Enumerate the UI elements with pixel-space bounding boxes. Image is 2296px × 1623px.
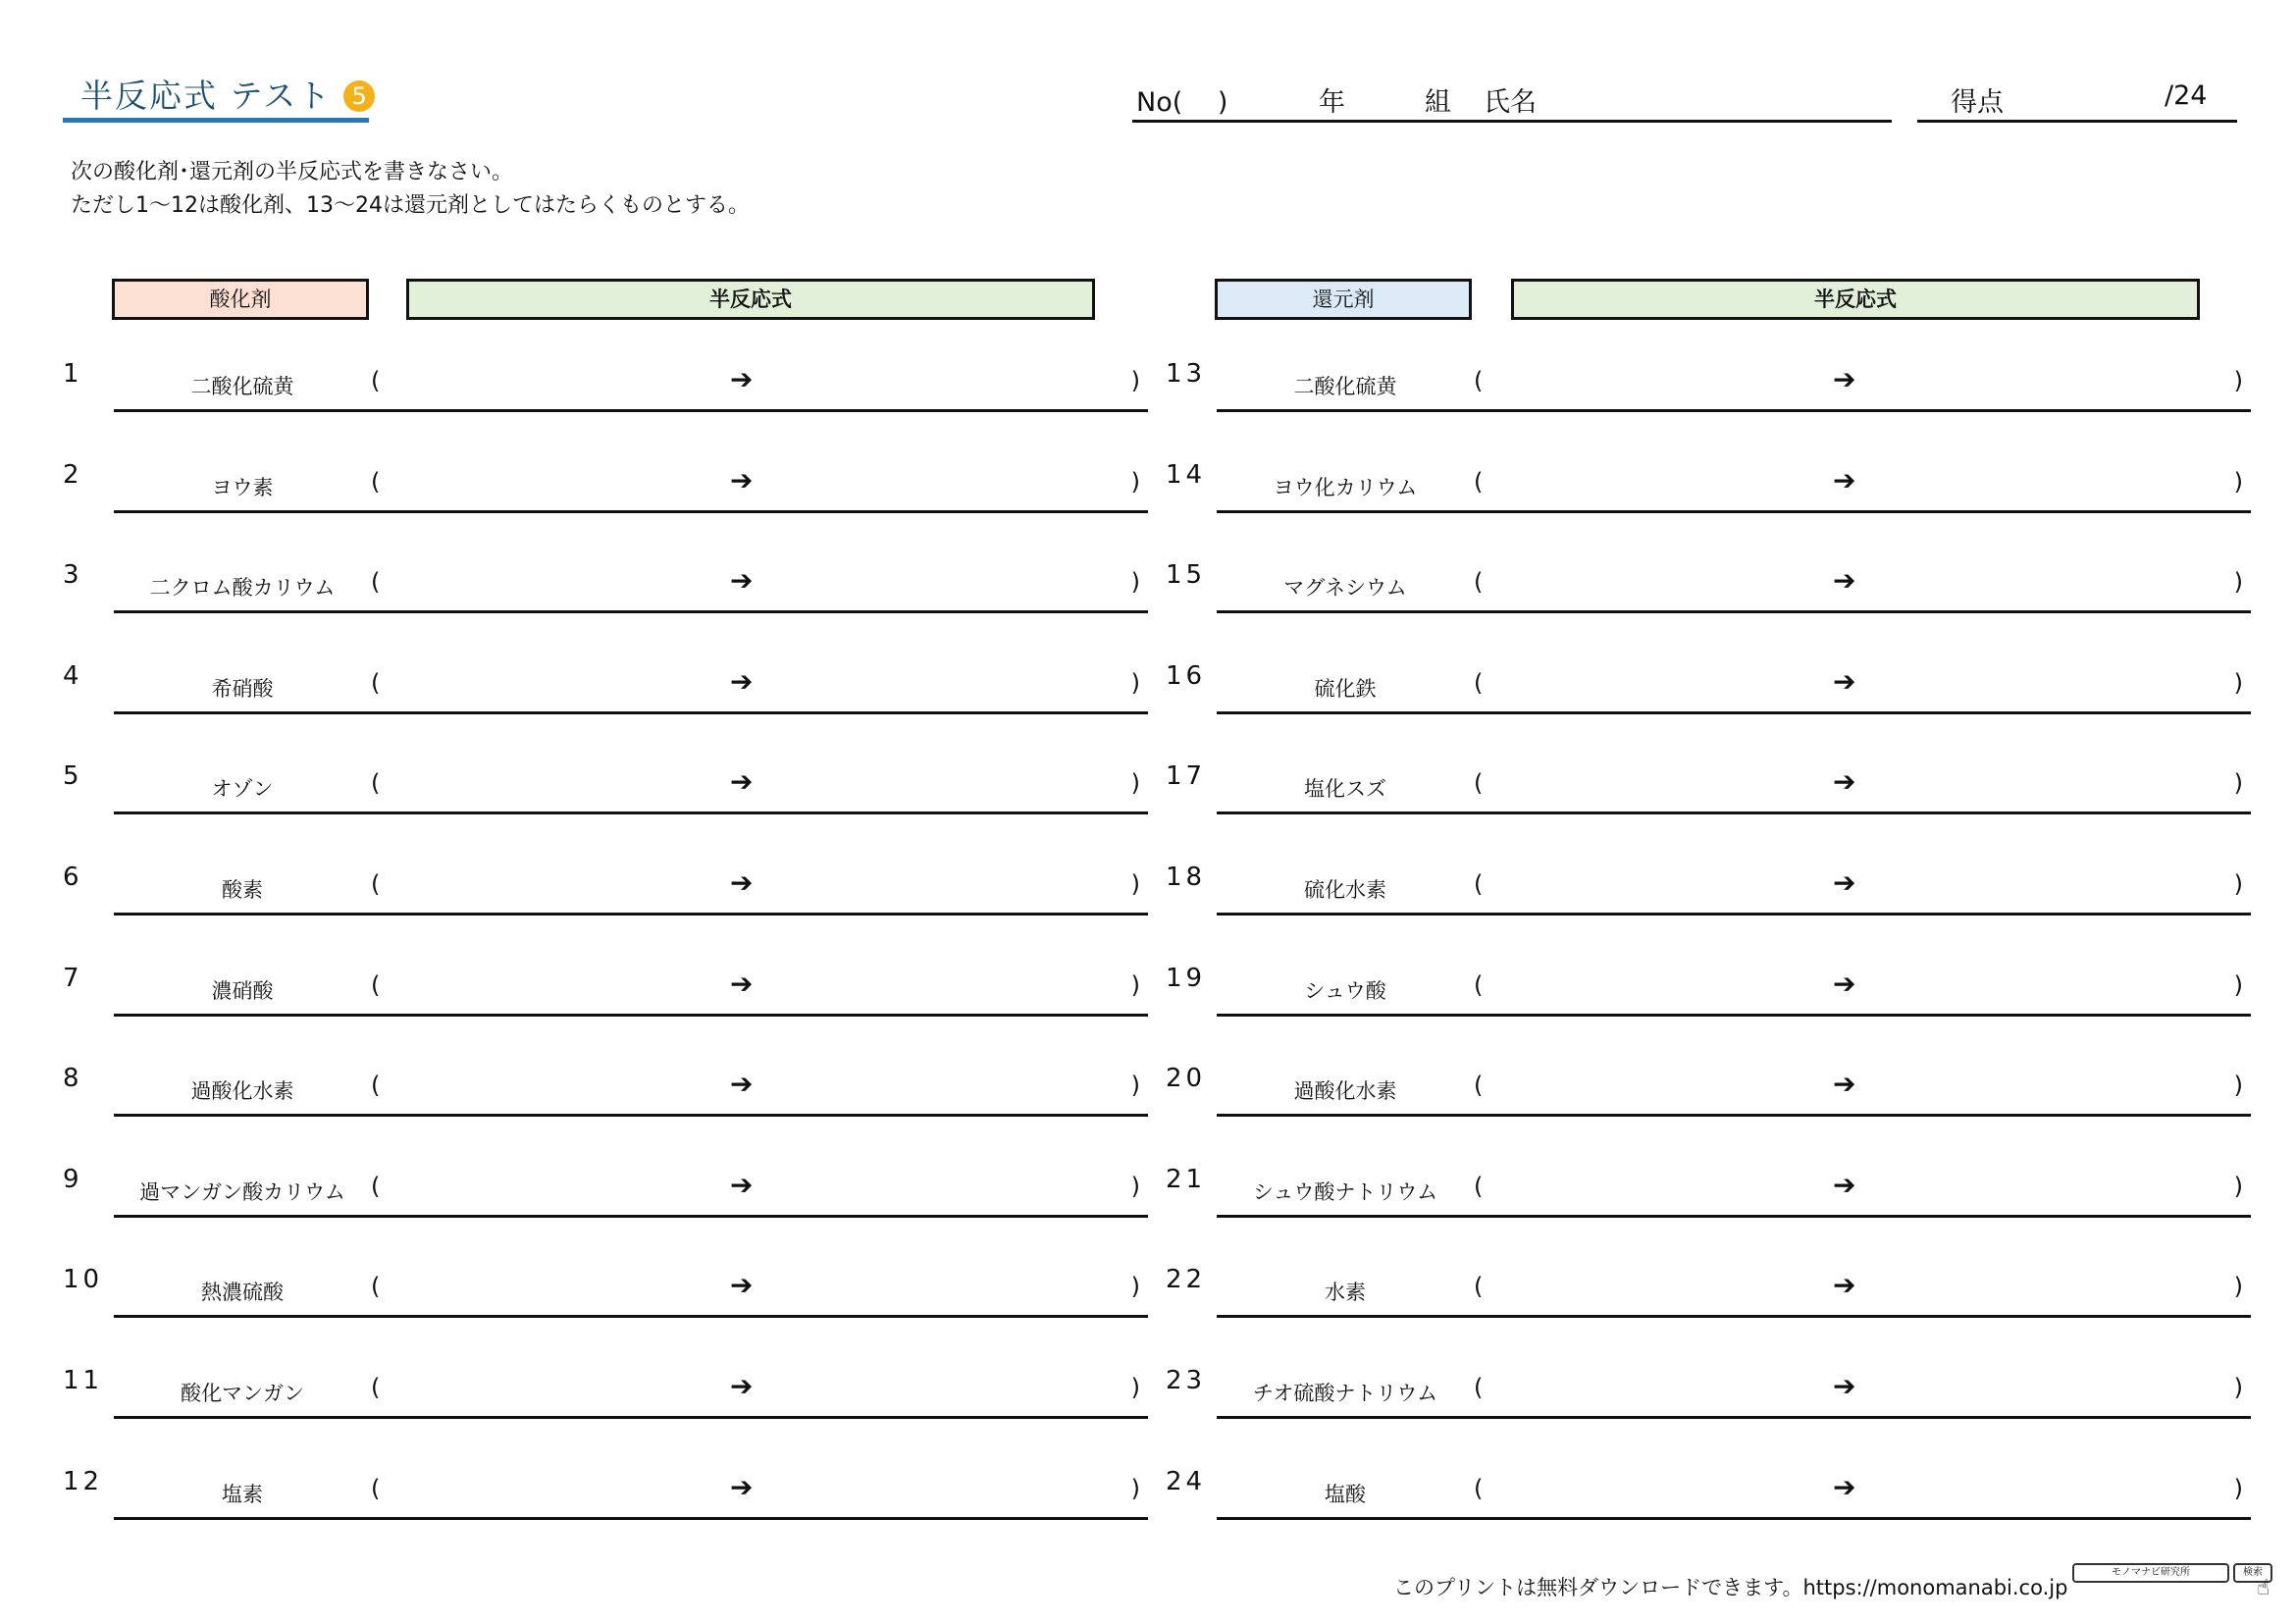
substance-name: マグネシウム	[1283, 576, 1407, 600]
arrow-icon: ➔	[1833, 1269, 1856, 1301]
equation-row	[1166, 1461, 2251, 1520]
arrow-icon: ➔	[1833, 765, 1856, 798]
question-number: 7	[63, 964, 83, 993]
open-paren: (	[1474, 971, 1484, 999]
answer-line[interactable]	[114, 1416, 1148, 1419]
answer-line[interactable]	[1217, 610, 2251, 613]
close-paren: )	[1130, 1273, 1140, 1300]
equation-row	[63, 958, 1148, 1017]
open-paren: (	[1474, 1273, 1484, 1300]
arrow-icon: ➔	[730, 363, 754, 395]
answer-line[interactable]	[114, 1315, 1148, 1318]
substance-name: 過酸化水素	[190, 1079, 294, 1103]
question-number: 6	[63, 863, 83, 892]
question-number: 16	[1166, 661, 1207, 691]
close-paren: )	[2233, 971, 2243, 999]
substance-name: 二酸化硫黄	[190, 375, 294, 398]
arrow-icon: ➔	[1833, 464, 1856, 497]
substance-name: 硫化鉄	[1314, 677, 1377, 701]
answer-line[interactable]	[114, 1517, 1148, 1520]
question-number: 20	[1166, 1064, 1207, 1093]
reducer-header: 還元剤	[1215, 279, 1472, 320]
equation-header-left: 半反応式	[406, 279, 1095, 320]
open-paren: (	[1474, 568, 1484, 596]
search-box[interactable]: モノマナビ研究所	[2072, 1563, 2229, 1583]
open-paren: (	[371, 1374, 381, 1401]
question-number: 22	[1166, 1265, 1207, 1294]
close-paren: )	[1130, 971, 1140, 999]
student-number-label: No( )	[1136, 87, 1228, 118]
close-paren: )	[2233, 468, 2243, 496]
footer-note: このプリントは無料ダウンロードできます。https://monomanabi.co.jp	[1393, 1576, 2068, 1599]
question-number: 15	[1166, 560, 1207, 590]
arrow-icon: ➔	[730, 968, 754, 1000]
substance-name: 塩酸	[1325, 1483, 1366, 1506]
arrow-icon: ➔	[730, 1068, 754, 1100]
answer-line[interactable]	[1217, 409, 2251, 412]
answer-line[interactable]	[114, 1215, 1148, 1218]
substance-name: ヨウ化カリウム	[1273, 476, 1418, 499]
close-paren: )	[1130, 769, 1140, 797]
title-text: 半反応式 テスト	[80, 77, 333, 115]
open-paren: (	[1474, 1475, 1484, 1502]
open-paren: (	[371, 1475, 381, 1502]
arrow-icon: ➔	[730, 765, 754, 798]
close-paren: )	[2233, 769, 2243, 797]
answer-line[interactable]	[1217, 1114, 2251, 1117]
substance-name: 水素	[1325, 1281, 1366, 1304]
arrow-icon: ➔	[1833, 564, 1856, 597]
equation-row	[1166, 655, 2251, 714]
answer-line[interactable]	[1217, 711, 2251, 714]
substance-name: 過マンガン酸カリウム	[139, 1180, 345, 1204]
open-paren: (	[1474, 367, 1484, 394]
answer-line[interactable]	[1217, 1517, 2251, 1520]
open-paren: (	[1474, 1173, 1484, 1200]
close-paren: )	[1130, 870, 1140, 898]
substance-name: シュウ酸ナトリウム	[1252, 1180, 1438, 1204]
arrow-icon: ➔	[1833, 1169, 1856, 1201]
arrow-icon: ➔	[1833, 968, 1856, 1000]
question-number: 9	[63, 1165, 83, 1194]
open-paren: (	[371, 367, 381, 394]
substance-name: 塩化スズ	[1304, 777, 1386, 801]
equation-row	[63, 1461, 1148, 1520]
equation-row	[1166, 857, 2251, 916]
equation-row	[63, 756, 1148, 814]
equation-row	[1166, 1159, 2251, 1218]
substance-name: 熱濃硫酸	[201, 1281, 284, 1304]
arrow-icon: ➔	[1833, 363, 1856, 395]
open-paren: (	[1474, 870, 1484, 898]
answer-line[interactable]	[114, 913, 1148, 916]
question-number: 3	[63, 560, 83, 590]
open-paren: (	[1474, 468, 1484, 496]
equation-header-right: 半反応式	[1511, 279, 2200, 320]
cursor-hand-icon: ☝	[2257, 1576, 2270, 1600]
name-field-line[interactable]	[1132, 120, 1892, 123]
arrow-icon: ➔	[730, 564, 754, 597]
open-paren: (	[1474, 769, 1484, 797]
close-paren: )	[1130, 1072, 1140, 1099]
close-paren: )	[2233, 1475, 2243, 1502]
open-paren: (	[1474, 1072, 1484, 1099]
arrow-icon: ➔	[730, 1471, 754, 1503]
equation-row	[1166, 756, 2251, 814]
equation-row	[63, 857, 1148, 916]
substance-name: 濃硝酸	[211, 979, 274, 1003]
equation-row	[1166, 958, 2251, 1017]
question-number: 24	[1166, 1467, 1207, 1496]
score-total: /24	[2165, 80, 2208, 111]
close-paren: )	[1130, 568, 1140, 596]
question-number: 2	[63, 460, 83, 490]
equation-row	[63, 454, 1148, 513]
question-number: 21	[1166, 1165, 1207, 1194]
close-paren: )	[2233, 1072, 2243, 1099]
question-number: 11	[63, 1366, 104, 1395]
open-paren: (	[1474, 1374, 1484, 1401]
class-label: 組	[1425, 87, 1451, 118]
close-paren: )	[1130, 1374, 1140, 1401]
instruction-line-2: ただし1～12は酸化剤、13～24は還元剤としてはたらくものとする。	[71, 193, 750, 218]
open-paren: (	[371, 870, 381, 898]
arrow-icon: ➔	[730, 1269, 754, 1301]
substance-name: ヨウ素	[211, 476, 274, 499]
answer-line[interactable]	[114, 1014, 1148, 1017]
answer-line[interactable]	[114, 711, 1148, 714]
close-paren: )	[1130, 1173, 1140, 1200]
question-number: 23	[1166, 1366, 1207, 1395]
close-paren: )	[2233, 1374, 2243, 1401]
open-paren: (	[1474, 669, 1484, 697]
answer-line[interactable]	[114, 812, 1148, 814]
substance-name: 希硝酸	[211, 677, 274, 701]
equation-row	[1166, 1360, 2251, 1419]
substance-name: 二酸化硫黄	[1293, 375, 1397, 398]
question-number: 17	[1166, 761, 1207, 791]
equation-row	[63, 655, 1148, 714]
question-number: 12	[63, 1467, 104, 1496]
equation-row	[63, 554, 1148, 613]
close-paren: )	[2233, 1273, 2243, 1300]
answer-line[interactable]	[1217, 1215, 2251, 1218]
open-paren: (	[371, 568, 381, 596]
answer-line[interactable]	[1217, 510, 2251, 513]
arrow-icon: ➔	[730, 866, 754, 899]
answer-line[interactable]	[1217, 1315, 2251, 1318]
substance-name: 二クロム酸カリウム	[149, 576, 336, 600]
substance-name: オゾン	[211, 777, 274, 801]
equation-row	[1166, 554, 2251, 613]
equation-row	[63, 1159, 1148, 1218]
page-title	[80, 71, 375, 117]
open-paren: (	[371, 1072, 381, 1099]
substance-name: 塩素	[222, 1483, 263, 1506]
answer-line[interactable]	[1217, 913, 2251, 916]
question-number: 18	[1166, 863, 1207, 892]
close-paren: )	[2233, 367, 2243, 394]
equation-row	[1166, 1259, 2251, 1318]
question-number: 4	[63, 661, 83, 691]
oxidizer-header: 酸化剤	[112, 279, 369, 320]
equation-row	[1166, 454, 2251, 513]
close-paren: )	[2233, 1173, 2243, 1200]
year-label: 年	[1319, 87, 1345, 118]
arrow-icon: ➔	[1833, 1370, 1856, 1402]
arrow-icon: ➔	[730, 1370, 754, 1402]
equation-row	[1166, 1058, 2251, 1117]
question-number: 19	[1166, 964, 1207, 993]
open-paren: (	[371, 468, 381, 496]
substance-name: チオ硫酸ナトリウム	[1252, 1382, 1438, 1405]
search-button[interactable]: 検索	[2233, 1563, 2272, 1583]
open-paren: (	[371, 971, 381, 999]
answer-line[interactable]	[114, 1114, 1148, 1117]
close-paren: )	[1130, 367, 1140, 394]
answer-line[interactable]	[114, 409, 1148, 412]
equation-row	[63, 1058, 1148, 1117]
close-paren: )	[2233, 568, 2243, 596]
question-number: 14	[1166, 460, 1207, 490]
equation-row	[63, 353, 1148, 412]
close-paren: )	[2233, 669, 2243, 697]
arrow-icon: ➔	[730, 1169, 754, 1201]
answer-line[interactable]	[1217, 1014, 2251, 1017]
answer-line[interactable]	[114, 610, 1148, 613]
substance-name: 硫化水素	[1304, 878, 1386, 902]
equation-row	[63, 1259, 1148, 1318]
arrow-icon: ➔	[1833, 1471, 1856, 1503]
substance-name: シュウ酸	[1304, 979, 1386, 1003]
name-label: 氏名	[1484, 87, 1537, 118]
score-label: 得点	[1951, 87, 2004, 118]
substance-name: 過酸化水素	[1293, 1079, 1397, 1103]
equation-row	[1166, 353, 2251, 412]
close-paren: )	[1130, 468, 1140, 496]
open-paren: (	[371, 769, 381, 797]
arrow-icon: ➔	[1833, 866, 1856, 899]
arrow-icon: ➔	[730, 665, 754, 698]
question-number: 13	[1166, 359, 1207, 389]
equation-row	[63, 1360, 1148, 1419]
substance-name: 酸素	[222, 878, 263, 902]
substance-name: 酸化マンガン	[181, 1382, 304, 1405]
open-paren: (	[371, 669, 381, 697]
answer-line[interactable]	[1217, 812, 2251, 814]
arrow-icon: ➔	[1833, 1068, 1856, 1100]
close-paren: )	[1130, 669, 1140, 697]
close-paren: )	[2233, 870, 2243, 898]
question-number: 10	[63, 1265, 104, 1294]
title-number-badge: 5	[343, 80, 375, 112]
arrow-icon: ➔	[730, 464, 754, 497]
instruction-line-1: 次の酸化剤･還元剤の半反応式を書きなさい。	[71, 160, 514, 184]
question-number: 1	[63, 359, 83, 389]
answer-line[interactable]	[114, 510, 1148, 513]
close-paren: )	[1130, 1475, 1140, 1502]
answer-line[interactable]	[1217, 1416, 2251, 1419]
open-paren: (	[371, 1173, 381, 1200]
question-number: 8	[63, 1064, 83, 1093]
question-number: 5	[63, 761, 83, 791]
arrow-icon: ➔	[1833, 665, 1856, 698]
open-paren: (	[371, 1273, 381, 1300]
title-underline	[63, 118, 369, 123]
score-field-line[interactable]	[1917, 120, 2237, 123]
